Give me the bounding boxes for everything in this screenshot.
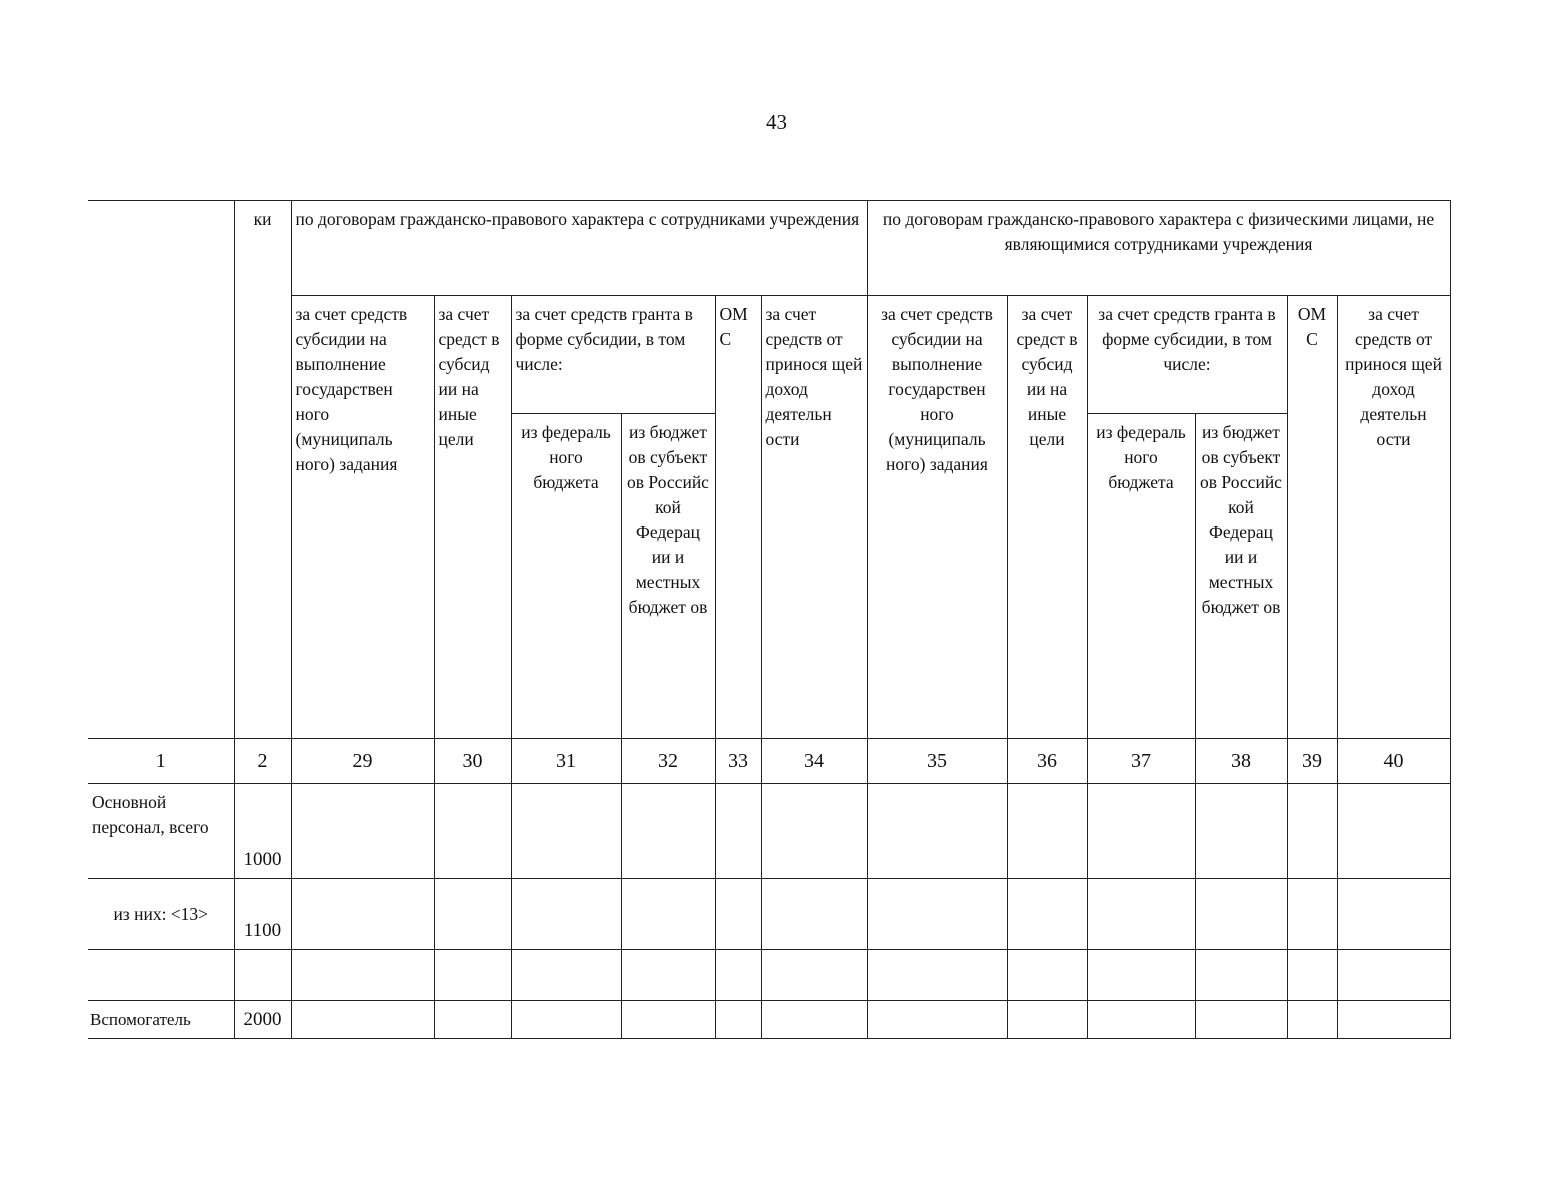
data-cell (621, 1001, 715, 1039)
column-number: 35 (867, 739, 1007, 784)
column-number: 31 (511, 739, 621, 784)
data-cell (715, 879, 761, 950)
data-cell (511, 784, 621, 879)
data-cell (1007, 1001, 1087, 1039)
data-cell (621, 950, 715, 1001)
data-cell (434, 1001, 511, 1039)
column-number: 39 (1287, 739, 1337, 784)
data-cell (291, 950, 434, 1001)
data-cell (1087, 950, 1195, 1001)
row-code: 1100 (234, 879, 291, 950)
data-cell (1007, 950, 1087, 1001)
header-grant-subsidy-31-32: за счет средств гранта в форме субсидии, в том числе: (511, 296, 715, 414)
header-group-employees: по договорам гражданско-правового характера с сотрудниками учреждения (291, 201, 867, 296)
row-label: Вспомогатель (88, 1001, 234, 1039)
data-cell (761, 879, 867, 950)
row-code: 2000 (234, 1001, 291, 1039)
header-subsidy-state-task-29: за счет средств субсидии на выполнение государствен ного (муниципаль ного) задания (291, 296, 434, 739)
page-number: 43 (766, 110, 787, 134)
data-cell (867, 879, 1007, 950)
row-label: из них: <13> (88, 879, 234, 950)
header-subsidy-state-task-35: за счет средств субсидии на выполнение государствен ного (муниципаль ного) задания (867, 296, 1007, 739)
staff-payments-table (88, 200, 1451, 1039)
data-cell (434, 879, 511, 950)
header-subsidy-other-30: за счет средст в субсид ии на иные цели (434, 296, 511, 739)
data-cell (1007, 784, 1087, 879)
data-cell (761, 1001, 867, 1039)
header-oms-39: ОМ С (1287, 296, 1337, 739)
data-cell (1087, 1001, 1195, 1039)
data-cell (1007, 879, 1087, 950)
header-income-activity-40: за счет средств от принося щей доход деятельн ости (1337, 296, 1450, 739)
header-grant-subsidy-37-38: за счет средств гранта в форме субсидии, в том числе: (1087, 296, 1287, 414)
header-from-regional-32: из бюджет ов субъект ов Российс кой Федерац ии и местных бюджет ов (621, 414, 715, 739)
row-code (234, 950, 291, 1001)
data-cell (511, 950, 621, 1001)
column-number: 2 (234, 739, 291, 784)
data-cell (715, 784, 761, 879)
row-label (88, 950, 234, 1001)
data-cell (1195, 950, 1287, 1001)
header-empty-cell (88, 201, 234, 739)
data-cell (1337, 784, 1450, 879)
header-from-regional-38: из бюджет ов субъект ов Российс кой Федерац ии и местных бюджет ов (1195, 414, 1287, 739)
data-cell (291, 1001, 434, 1039)
row-code: 1000 (234, 784, 291, 879)
column-number: 33 (715, 739, 761, 784)
column-number: 34 (761, 739, 867, 784)
column-number: 38 (1195, 739, 1287, 784)
data-cell (1337, 879, 1450, 950)
data-cell (1287, 950, 1337, 1001)
column-number: 30 (434, 739, 511, 784)
header-from-federal-37: из федераль ного бюджета (1087, 414, 1195, 739)
data-cell (867, 950, 1007, 1001)
column-number: 29 (291, 739, 434, 784)
data-cell (1087, 879, 1195, 950)
data-cell (621, 879, 715, 950)
data-cell (1287, 879, 1337, 950)
column-number: 1 (88, 739, 234, 784)
table-row (88, 879, 1450, 950)
data-cell (715, 950, 761, 1001)
header-subsidy-other-36: за счет средст в субсид ии на иные цели (1007, 296, 1087, 739)
header-oms-33: ОМ С (715, 296, 761, 739)
data-cell (291, 879, 434, 950)
data-cell (1337, 950, 1450, 1001)
data-cell (1195, 879, 1287, 950)
data-cell (621, 784, 715, 879)
table-row (88, 950, 1450, 1001)
data-cell (1337, 1001, 1450, 1039)
header-income-activity-34: за счет средств от принося щей доход деятельн ости (761, 296, 867, 739)
data-cell (291, 784, 434, 879)
data-cell (1287, 1001, 1337, 1039)
data-cell (434, 784, 511, 879)
data-cell (1087, 784, 1195, 879)
data-cell (511, 1001, 621, 1039)
column-number: 37 (1087, 739, 1195, 784)
data-cell (715, 1001, 761, 1039)
data-cell (511, 879, 621, 950)
data-cell (761, 950, 867, 1001)
row-label: Основной персонал, всего (88, 784, 234, 879)
data-cell (867, 784, 1007, 879)
column-number: 32 (621, 739, 715, 784)
header-group-non-employees: по договорам гражданско-правового характера с физическими лицами, не являющимися сотрудниками учреждения (867, 201, 1450, 296)
data-cell (761, 784, 867, 879)
table-row (88, 784, 1450, 879)
table-row (88, 1001, 1450, 1039)
data-cell (434, 950, 511, 1001)
column-number: 36 (1007, 739, 1087, 784)
data-cell (867, 1001, 1007, 1039)
data-cell (1287, 784, 1337, 879)
data-cell (1195, 784, 1287, 879)
data-cell (1195, 1001, 1287, 1039)
header-code-column: ки (234, 201, 291, 739)
header-from-federal-31: из федераль ного бюджета (511, 414, 621, 739)
column-number: 40 (1337, 739, 1450, 784)
